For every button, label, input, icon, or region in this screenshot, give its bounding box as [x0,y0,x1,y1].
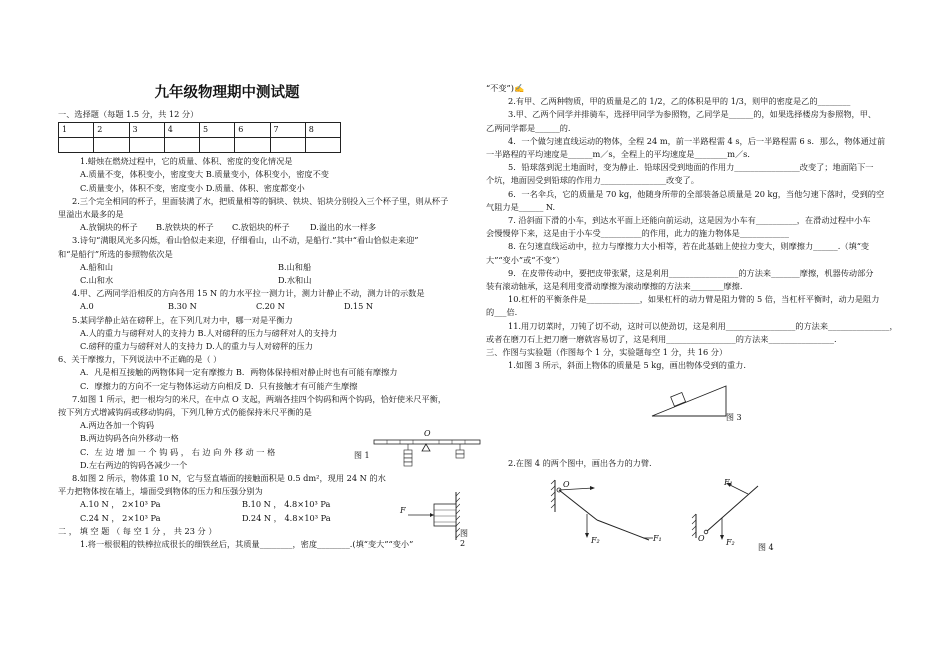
option: D.水和山 [278,275,312,286]
answer-table [58,122,341,153]
fill-6-cont: 气阻力是______ N. [486,201,556,212]
q1-options-cd: C.质量变小，体积不变，密度变小 D.质量、体积、密度都变小 [80,182,305,193]
q6-options-cd: C．摩擦力的方向不一定与物体运动方向相反 D．只有接触才有可能产生摩擦 [80,380,358,391]
question-7: 7.如图 1 所示，把一根均匀的米尺，在中点 O 支起，两端各挂四个钩码和两个钩码，恰好使米尺平衡， [72,393,447,404]
question-1: 1.蜡烛在燃烧过程中，它的质量、体积、密度的变化情况是 [80,156,293,167]
answer-header: 4 [164,123,199,138]
option: D.15 N [344,301,374,312]
option: B.10 N ， 4.8×10³ Pa [242,499,331,510]
q7-option-a: A.两边各加一个钩码 [80,420,155,431]
question-2: 2.三个完全相同的杯子，里面装满了水，把质量相等的铜块、铁块、铝块分别投入三个杯子里，则从杯子 [72,195,449,206]
question-4: 4.甲、乙两同学沿相反的方向各用 15 N 的力水平拉一测力计，测力计静止不动，测力计的示数是 [72,288,425,299]
option: C.放铝块的杯子 [232,222,290,233]
fill-4-cont: 一半路程的平均速度是______m／s，全程上的平均速度是________m／s． [486,149,756,160]
fig4b-pivot-label: O [698,534,705,543]
q8-options-ab [58,498,396,511]
option: A.放铜块的杯子 [80,222,138,233]
fill-1-cont: “不变”)✍ [486,83,525,93]
q5-options-ab: A.人的重力与磅秤对人的支持力 B.人对磅秤的压力与磅秤对人的支持力 [80,327,338,338]
answer-cell[interactable] [164,138,199,153]
q3-options-cd [58,274,396,287]
answer-cell[interactable] [305,138,340,153]
left-column [58,82,449,551]
fig4b-f2-label: F₂ [726,538,735,547]
option: A.0 [80,301,94,312]
fill-6: 6．一名伞兵，它的质量是 70 kg，他随身所带的全部装备总质量是 20 kg，当他匀速下落时，受到的空 [508,188,885,199]
answer-header: 5 [200,123,235,138]
figure-1-lever [354,429,487,475]
question-3-cont: 和“是船行”所选的参照物依次是 [58,248,173,259]
section2-heading: 二 ， 填 空 题 （ 每 空 1 分 ， 共 23 分 ） [58,525,217,536]
fig4b-f1-label: F₁ [724,478,733,487]
section1-heading: 一、选择题（每题 1.5 分，共 12 分） [58,109,199,119]
fig3-label: 图 3 [726,413,742,422]
exam-title: 九年级物理期中测试题 [154,84,300,101]
question-8: 8.如图 2 所示，物体重 10 N，它与竖直墙面的接触面积是 0.5 dm²，现用 24 N 的水 [72,473,386,484]
figure-4a-lever [545,476,685,548]
fill-9-cont: 装有滚动轴承，这是利用变滑动摩擦为滚动摩擦的方法来________摩擦. [486,281,743,292]
question-7-cont: 按下列方式增减钩码或移动钩码，下列几种方式仍能保持米尺平衡的是 [58,407,312,418]
q6-options-ab: A．凡是相互接触的两物体间一定有摩擦力 B．两物体保持相对静止时也有可能有摩擦力 [80,367,398,378]
option: C.24 N ， 2×10³ Pa [80,512,161,523]
fill-3-cont: 乙两同学都是______的. [486,122,571,133]
option: D.24 N ， 4.8×10³ Pa [242,512,331,523]
fig4a-f1-label: F₁ [653,534,662,543]
q2-options [58,221,396,234]
q8-options-cd [58,512,396,525]
answer-cell[interactable] [94,138,129,153]
answer-header: 8 [305,123,340,138]
option: D.溢出的水一样多 [310,222,377,233]
answer-header: 3 [129,123,164,138]
fig1-label: 图 1 [354,451,370,460]
wall-block-diagram [400,492,460,540]
q5-options-cd: C.磅秤的重力与磅秤对人的支持力 D.人的重力与人对磅秤的压力 [80,341,313,352]
q4-options [58,300,396,313]
fill-5-cont: 个坑，地面因受到铅球的作用力________________改变了。 [486,175,699,186]
fill-10-cont: 的___倍. [486,307,518,318]
option: A.船和山 [80,261,114,272]
question-8-cont: 平力把物体按在墙上，墙面受到物体的压力和压强分别为 [58,486,263,497]
fill-11-cont: 或者在磨刀石上把刀磨一磨就容易切了，这是利用_________________的方法来________________. [486,333,837,344]
fill-8-cont: 大”“变小”或“不变”） [486,254,565,265]
right-column [486,82,896,372]
answer-cell[interactable] [59,138,94,153]
q3-options-ab [58,261,396,274]
figure-3-incline [650,382,760,424]
fill-1: 1.将一根很粗的铁棒拉成很长的细铁丝后，其质量________，密度________.(填“变大”“变小” [80,539,414,550]
answer-cell[interactable] [200,138,235,153]
fig4a-f2-label: F₂ [591,536,600,545]
option: C.20 N [256,301,285,312]
answer-cell[interactable] [270,138,305,153]
answer-header: 1 [59,123,94,138]
answer-header: 6 [235,123,270,138]
fill-10: 10.杠杆的平衡条件是_____________，如果杠杆的动力臂是阻力臂的 5 倍，当杠杆平衡时，动力是阻力 [508,294,880,305]
fig4-label: 图 4 [758,543,774,552]
question-3: 3.诗句“满眼风光多闪烁，看山恰似走来迎，仔细看山，山不动，是船行.”其中“看山恰似走来迎” [72,235,419,246]
fig1-pivot-label: O [424,429,431,438]
answer-cell[interactable] [129,138,164,153]
fill-8: 8. 在匀速直线运动中，拉力与摩擦力大小相等，若在此基础上使拉力变大，则摩擦力______.（填“变 [508,241,870,252]
q7-option-b: B.两边钩码各向外移动一格 [80,433,179,444]
fill-7-cont: 会慢慢停下来，这是由于小车受__________的作用，此力的施力物体是____________ [486,228,789,239]
fill-4: 4．一个做匀速直线运动的物体，全程 24 m，前一半路程需 4 s，后一半路程需 6 s．那么，物体通过前 [508,135,886,146]
q7-option-d: D.左右两边的钩码各减少一个 [80,459,188,470]
option: B.放铁块的杯子 [156,222,214,233]
fill-7: 7. 沿斜面下滑的小车，到达水平面上还能向前运动，这是因为小车有__________，在滑动过程中小车 [508,215,871,226]
question-5: 5.某同学静止站在磅秤上，在下列几对力中，哪一对是平衡力 [72,314,293,325]
fill-9: 9．在皮带传动中，要把皮带张紧，这是利用_________________的方法来_______摩擦，机器传动部分 [508,267,874,278]
option: C.山和水 [80,275,114,286]
drawing-2-wrap [508,457,808,470]
section3-heading: 三、作图与实验题（作图每个 1 分，实验题每空 1 分，共 16 分） [486,347,728,358]
fig2-label: 图 2 [460,529,468,548]
question-6: 6、关于摩擦力，下列说法中不正确的是（ ） [58,354,222,365]
answer-cell[interactable] [235,138,270,153]
fig4a-pivot-label: O [563,480,570,489]
q7-option-c: C．左 边 增 加 一 个 钩 码 ， 右 边 向 外 移 动 一 格 [80,446,276,457]
answer-header: 2 [94,123,129,138]
q1-options-ab: A.质量不变，体积变小，密度变大 B.质量变小，体积变小，密度不变 [80,169,329,180]
drawing-1: 1.如图 3 所示，斜面上物体的质量是 5 kg，画出物体受到的重力. [508,360,746,371]
fig2-force-label: F [400,506,406,515]
figure-4b-lever [688,476,798,556]
answer-header: 7 [270,123,305,138]
figure-2-wall-block [400,492,475,548]
question-2-cont: 里溢出水最多的是 [58,209,124,220]
option: A.10 N ， 2×10³ Pa [80,499,161,510]
option: B.山和船 [278,261,312,272]
fill-2: 2.有甲、乙两种物质，甲的质量是乙的 1/2，乙的体积是甲的 1/3，则甲的密度是乙的________ [508,96,851,107]
fill-11: 11.用刀切菜时，刀钝了切不动，这时可以使劲切，这是利用_________________的方法来_______________， [508,320,898,331]
option: B.30 N [168,301,197,312]
fill-5: 5．铅球落到泥土地面时，变为静止．铅球因受到地面的作用力________________改变了；地面陷下一 [508,162,874,173]
incline-diagram [650,382,730,420]
fill-3: 3.甲、乙两个同学并排骑车，选择甲同学为参照物，乙同学是______的，如果选择楼房为参照物，甲、 [508,109,877,120]
drawing-2: 2.在图 4 的两个图中，画出各力的力臂. [508,458,652,468]
